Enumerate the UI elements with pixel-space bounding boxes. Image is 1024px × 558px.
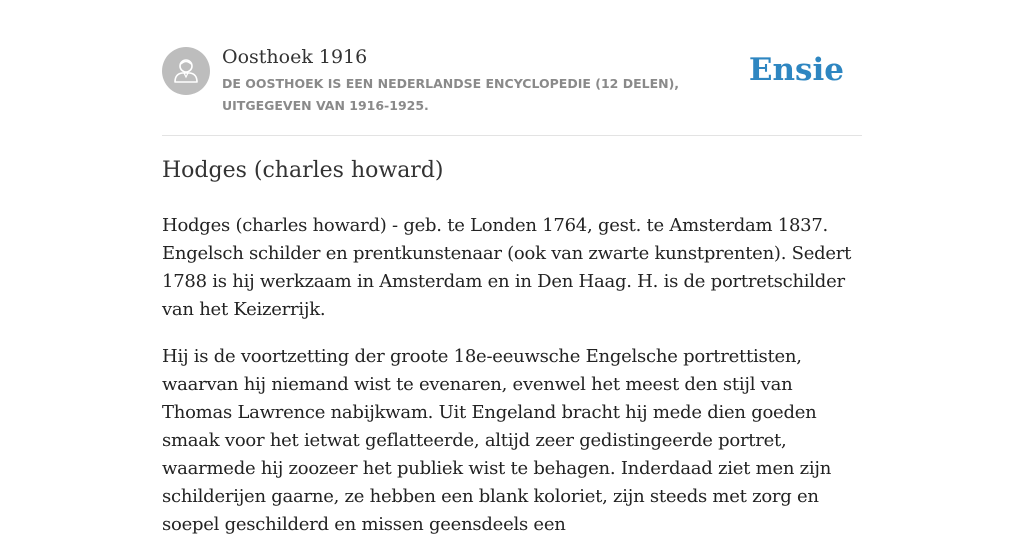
entry-paragraph: Hodges (charles howard) - geb. te Londen 1764, gest. te Amsterdam 1837. Engelsch schilder en prentkunstenaar (ook van zwarte kunstprenten). Sedert 1788 is hij werkzaam in Amsterdam en in Den Haag. H. is de portretschilder van het Keizerrijk. <box>162 215 852 320</box>
brand-logo[interactable]: Ensie <box>748 52 844 88</box>
user-silhouette-icon <box>162 47 210 95</box>
entry-title: Hodges (charles howard) <box>162 158 444 183</box>
entry-paragraph: Hij is de voortzetting der groote 18e-eeuwsche Engelsche portrettisten, waarvan hij niemand wist te evenaren, evenwel het meest den stijl van Thomas Lawrence nabijkwam. Uit Engeland bracht hij mede dien goeden smaak voor het ietwat geflatteerde, altijd zeer gedistingeerde portret, waarmede hij zoozeer het publiek wist te behagen. Inderdaad ziet men zijn schilderijen gaarne, ze hebben een blank koloriet, zijn steeds met zorg en soepel geschilderd en missen geensdeels een <box>162 346 832 535</box>
avatar[interactable] <box>162 47 210 95</box>
source-description: DE OOSTHOEK IS EEN NEDERLANDSE ENCYCLOPEDIE (12 DELEN), UITGEGEVEN VAN 1916-1925. <box>222 76 680 113</box>
source-title[interactable]: Oosthoek 1916 <box>222 46 368 68</box>
source-header <box>162 44 862 136</box>
entry-body <box>162 212 864 558</box>
header-divider <box>162 135 862 136</box>
